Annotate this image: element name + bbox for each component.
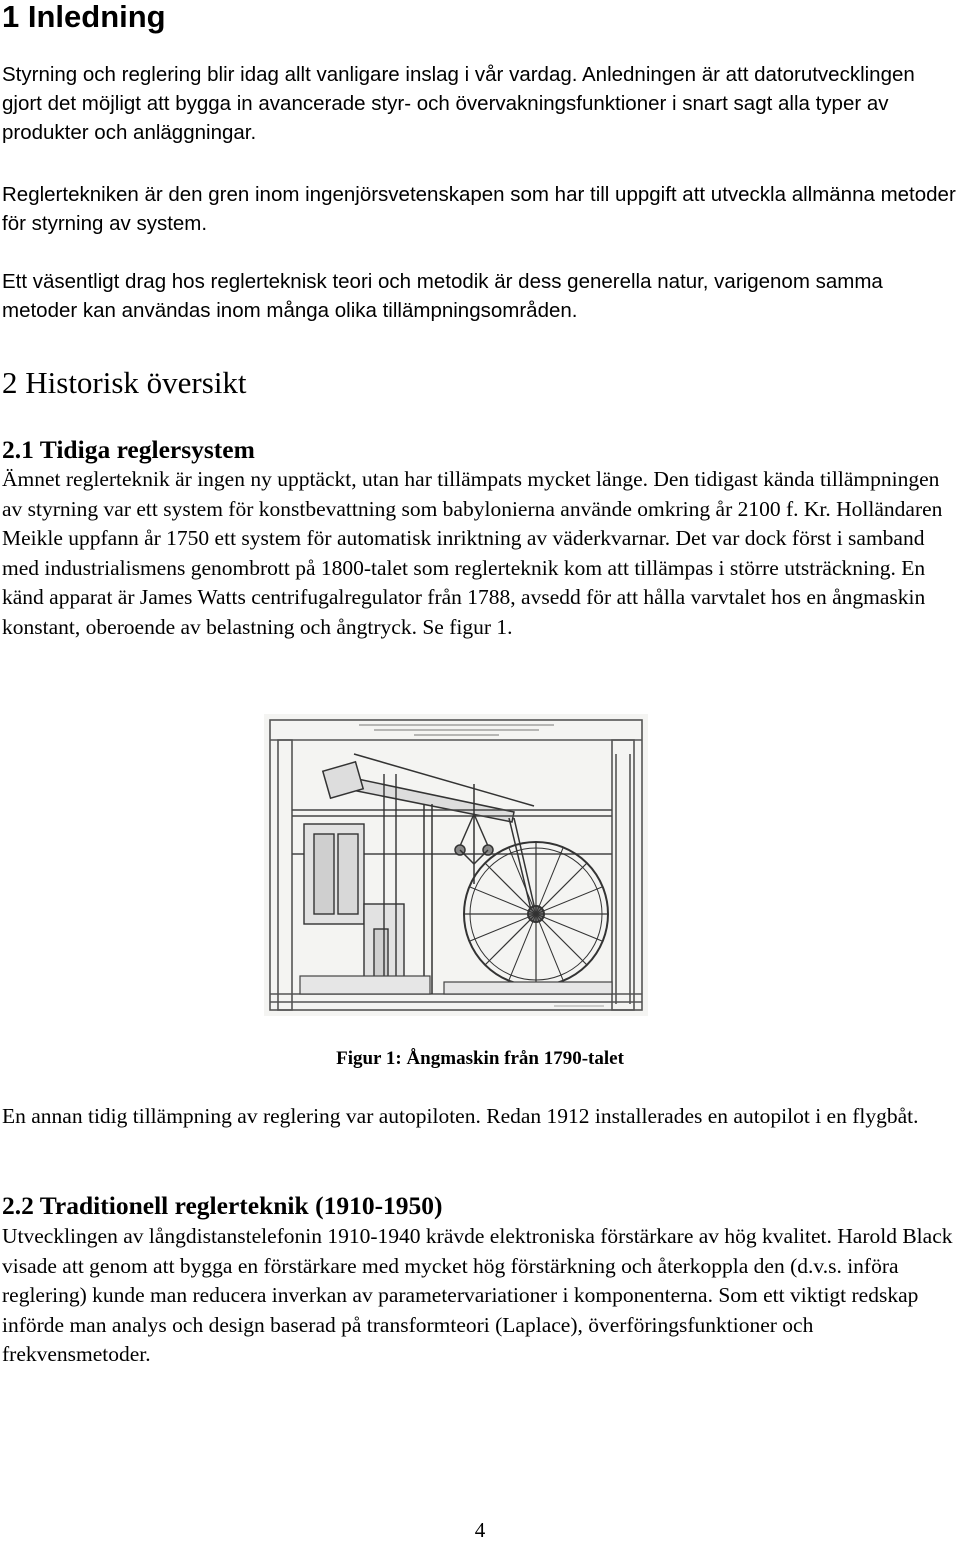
heading-historisk-oversikt: 2 Historisk översikt xyxy=(2,365,247,400)
heading-inledning: 1 Inledning xyxy=(2,0,166,34)
paragraph-intro-3: Ett väsentligt drag hos reglerteknisk teori och metodik är dess generella natur, varigenom samma metoder kan användas inom många olika tillämpningsområden. xyxy=(2,270,883,322)
paragraph-intro-1: Styrning och reglering blir idag allt vanligare inslag i vår vardag. Anledningen är att datorutvecklingen gjort det möjligt att bygga in avancerade styr- och övervakningsfunktioner i snart sagt alla typer av produkter och anläggningar. xyxy=(2,63,915,144)
paragraph-intro-2: Reglertekniken är den gren inom ingenjörsvetenskapen som har till uppgift att utveckla allmänna metoder för styrning av system. xyxy=(2,183,956,235)
heading-tidiga-reglersystem: 2.1 Tidiga reglersystem xyxy=(2,435,255,464)
paragraph-tidiga: Ämnet reglerteknik är ingen ny upptäckt, utan har tillämpats mycket länge. Den tidigast kända tillämpningen av styrning var ett system för konstbevattning som babylonierna använde omkring år 2100 f. Kr. Holländaren Meikle uppfann år 1750 ett system för automatisk inriktning av väderkvarnar. Det var dock först i samband med industrialismens genombrott på 1800-talet som reglerteknik kom att tillämpas i större utsträckning. En känd apparat är James Watts centrifugalregulator från 1788, avsedd för att hålla varvtalet hos en ångmaskin konstant, oberoende av belastning och ångtryck. Se figur 1. xyxy=(2,467,943,639)
paragraph-autopilot: En annan tidig tillämpning av reglering var autopiloten. Redan 1912 installerades en autopilot i en flygbåt. xyxy=(2,1104,919,1128)
figure-caption: Figur 1: Ångmaskin från 1790-talet xyxy=(336,1048,624,1069)
paragraph-traditionell: Utvecklingen av långdistanstelefonin 1910-1940 krävde elektroniska förstärkare av hög kvalitet. Harold Black visade att genom att bygga en förstärkare med mycket hög förstärkning och återkoppla den (d.v.s. införa reglering) kunde man reducera inverkan av parametervariationer i komponenterna. Som ett viktigt redskap införde man analys och design baserad på transformteori (Laplace), överföringsfunktioner och frekvensmetoder. xyxy=(2,1224,953,1366)
heading-traditionell-reglerteknik: 2.2 Traditionell reglerteknik (1910-1950) xyxy=(2,1191,443,1220)
steam-engine-figure xyxy=(264,714,648,1016)
page-number: 4 xyxy=(474,1518,486,1542)
